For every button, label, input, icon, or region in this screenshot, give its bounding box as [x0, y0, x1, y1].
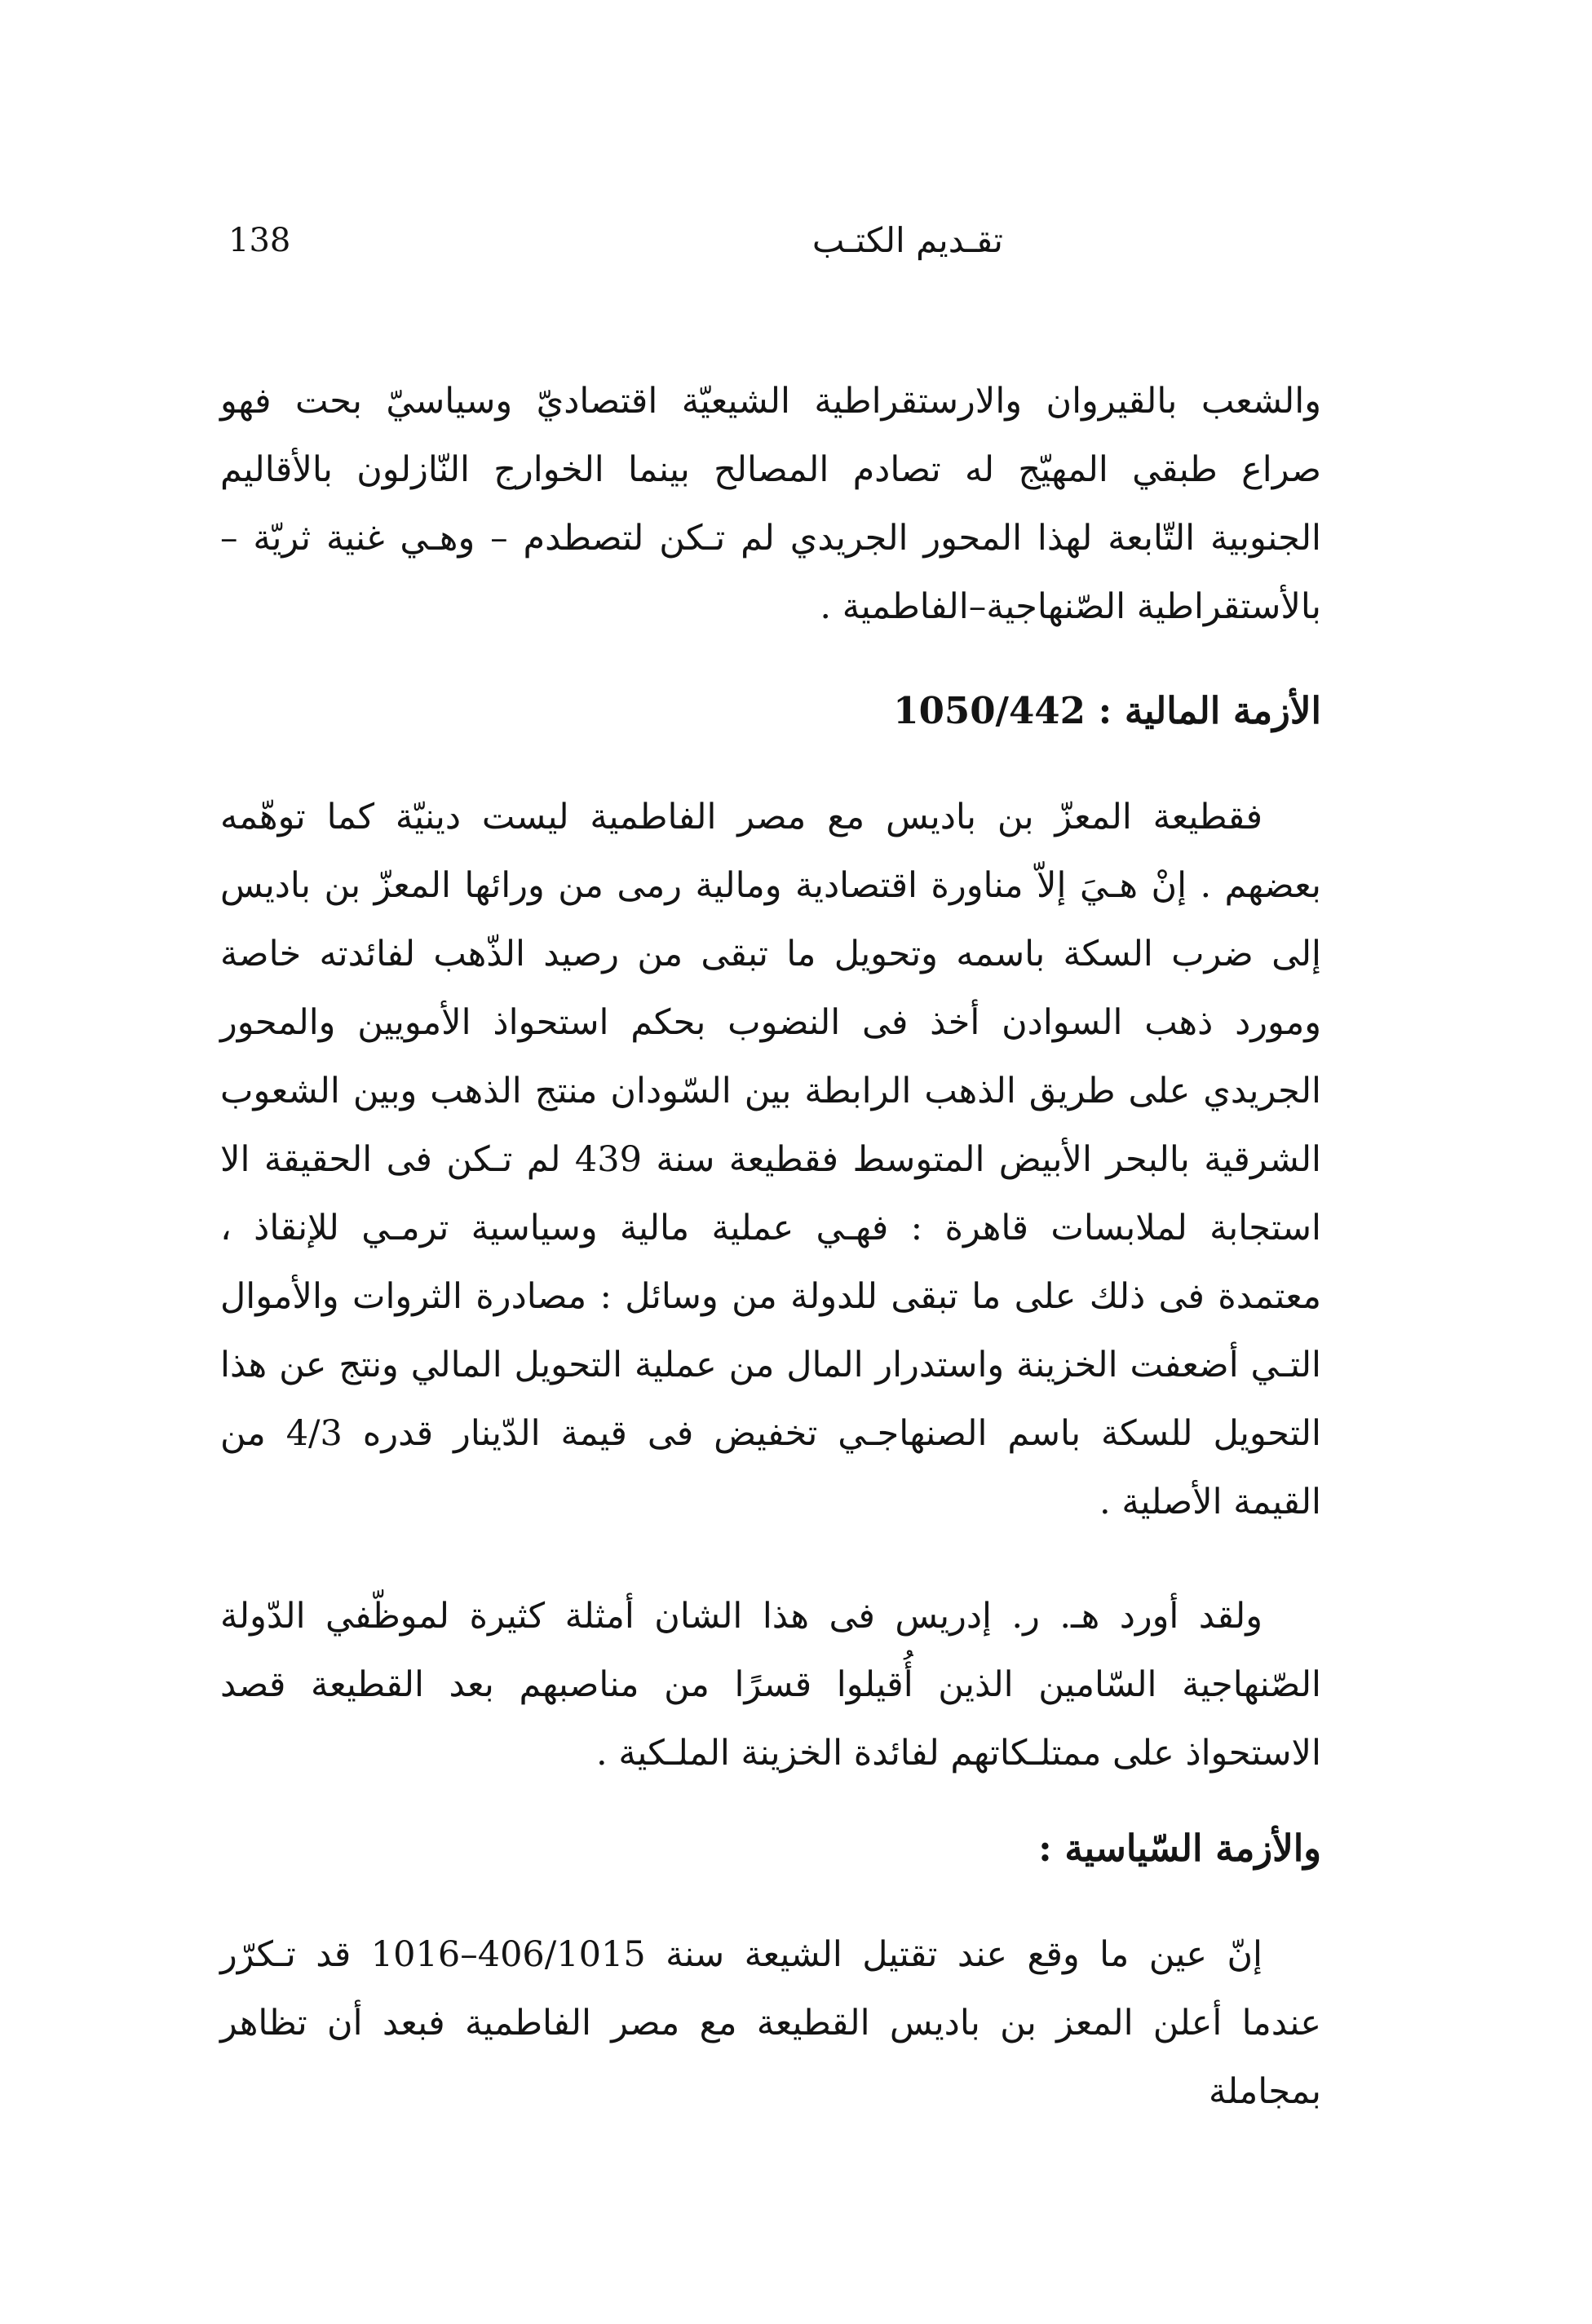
- heading-date: 1050/442: [893, 689, 1086, 732]
- heading-political-crisis: [220, 1814, 1321, 1883]
- running-title: تقـديم الكتـب: [811, 220, 1003, 260]
- paragraph-idris: [220, 1582, 1321, 1787]
- section-heading: [220, 677, 1321, 745]
- paragraph-text: والشعب بالقيروان والارستقراطية الشيعيّة اقتصاديّ وسياسيّ بحت فهو صراع طبقي المهيّج له تصادم المصالح بينما الخوارج النّازلون بالأقاليم الجنوبية التّابعة لهذا المحور الجريدي لم تـكن لتصطدم – وهـي غنية ثريّة – بالأستقراطية الصّنهاجية–الفاطمية .: [220, 381, 1321, 627]
- section-heading: [220, 1814, 1321, 1883]
- page-number: 138: [228, 222, 291, 259]
- paragraph-text: ولقد أورد هـ. ر. إدريس فى هذا الشان أمثلة كثيرة لموظّفي الدّولة الصّنهاجية السّامين الذين أُقيلوا قسرًا من مناصبهم بعد القطيعة قصد الاستحواذ على ممتلـكاتهم لفائدة الخزينة الملـكية .: [220, 1596, 1321, 1774]
- heading-title: الأزمة المالية :: [1098, 689, 1321, 732]
- paragraph-political: [220, 1920, 1321, 2126]
- heading-financial-crisis: [220, 677, 1321, 745]
- paragraph-intro: [220, 367, 1321, 641]
- page-header: [228, 216, 1305, 281]
- heading-title: والأزمة السّياسية :: [1038, 1827, 1321, 1870]
- paragraph-text: إنّ عين ما وقع عند تقتيل الشيعة سنة 406/1015–1016 قد تـكرّر عندما أعلن المعز بن باديس القطيعة مع مصر الفاطمية فبعد أن تظاهر بمجاملة: [220, 1934, 1321, 2112]
- paragraph-financial: [220, 783, 1321, 1536]
- paragraph-text: فقطيعة المعزّ بن باديس مع مصر الفاطمية ليست دينيّة كما توهّمه بعضهم . إنْ هـيَ إلاّ مناورة اقتصادية ومالية رمى من ورائها المعزّ بن باديس إلى ضرب السكة باسمه وتحويل ما تبقى من رصيد الذّهب لفائدته خاصة ومورد ذهب السوادن أخذ فى النضوب بحكم استحواذ الأمويين والمحور الجريدي على طريق الذهب الرابطة بين السّودان منتج الذهب وبين الشعوب الشرقية بالبحر الأبيض المتوسط فقطيعة سنة 439 لم تـكن فى الحقيقة الا استجابة لملابسات قاهرة : فهـي عملية مالية وسياسية ترمـي للإنقاذ ، معتمدة فى ذلك على ما تبقى للدولة من وسائل : مصادرة الثروات والأموال التـي أضعفت الخزينة واستدرار المال من عملية التحويل المالي ونتج عن هذا التحويل للسكة باسم الصنهاجـي تخفيض فى قيمة الدّينار قدره 4/3 من القيمة الأصلية .: [220, 797, 1321, 1522]
